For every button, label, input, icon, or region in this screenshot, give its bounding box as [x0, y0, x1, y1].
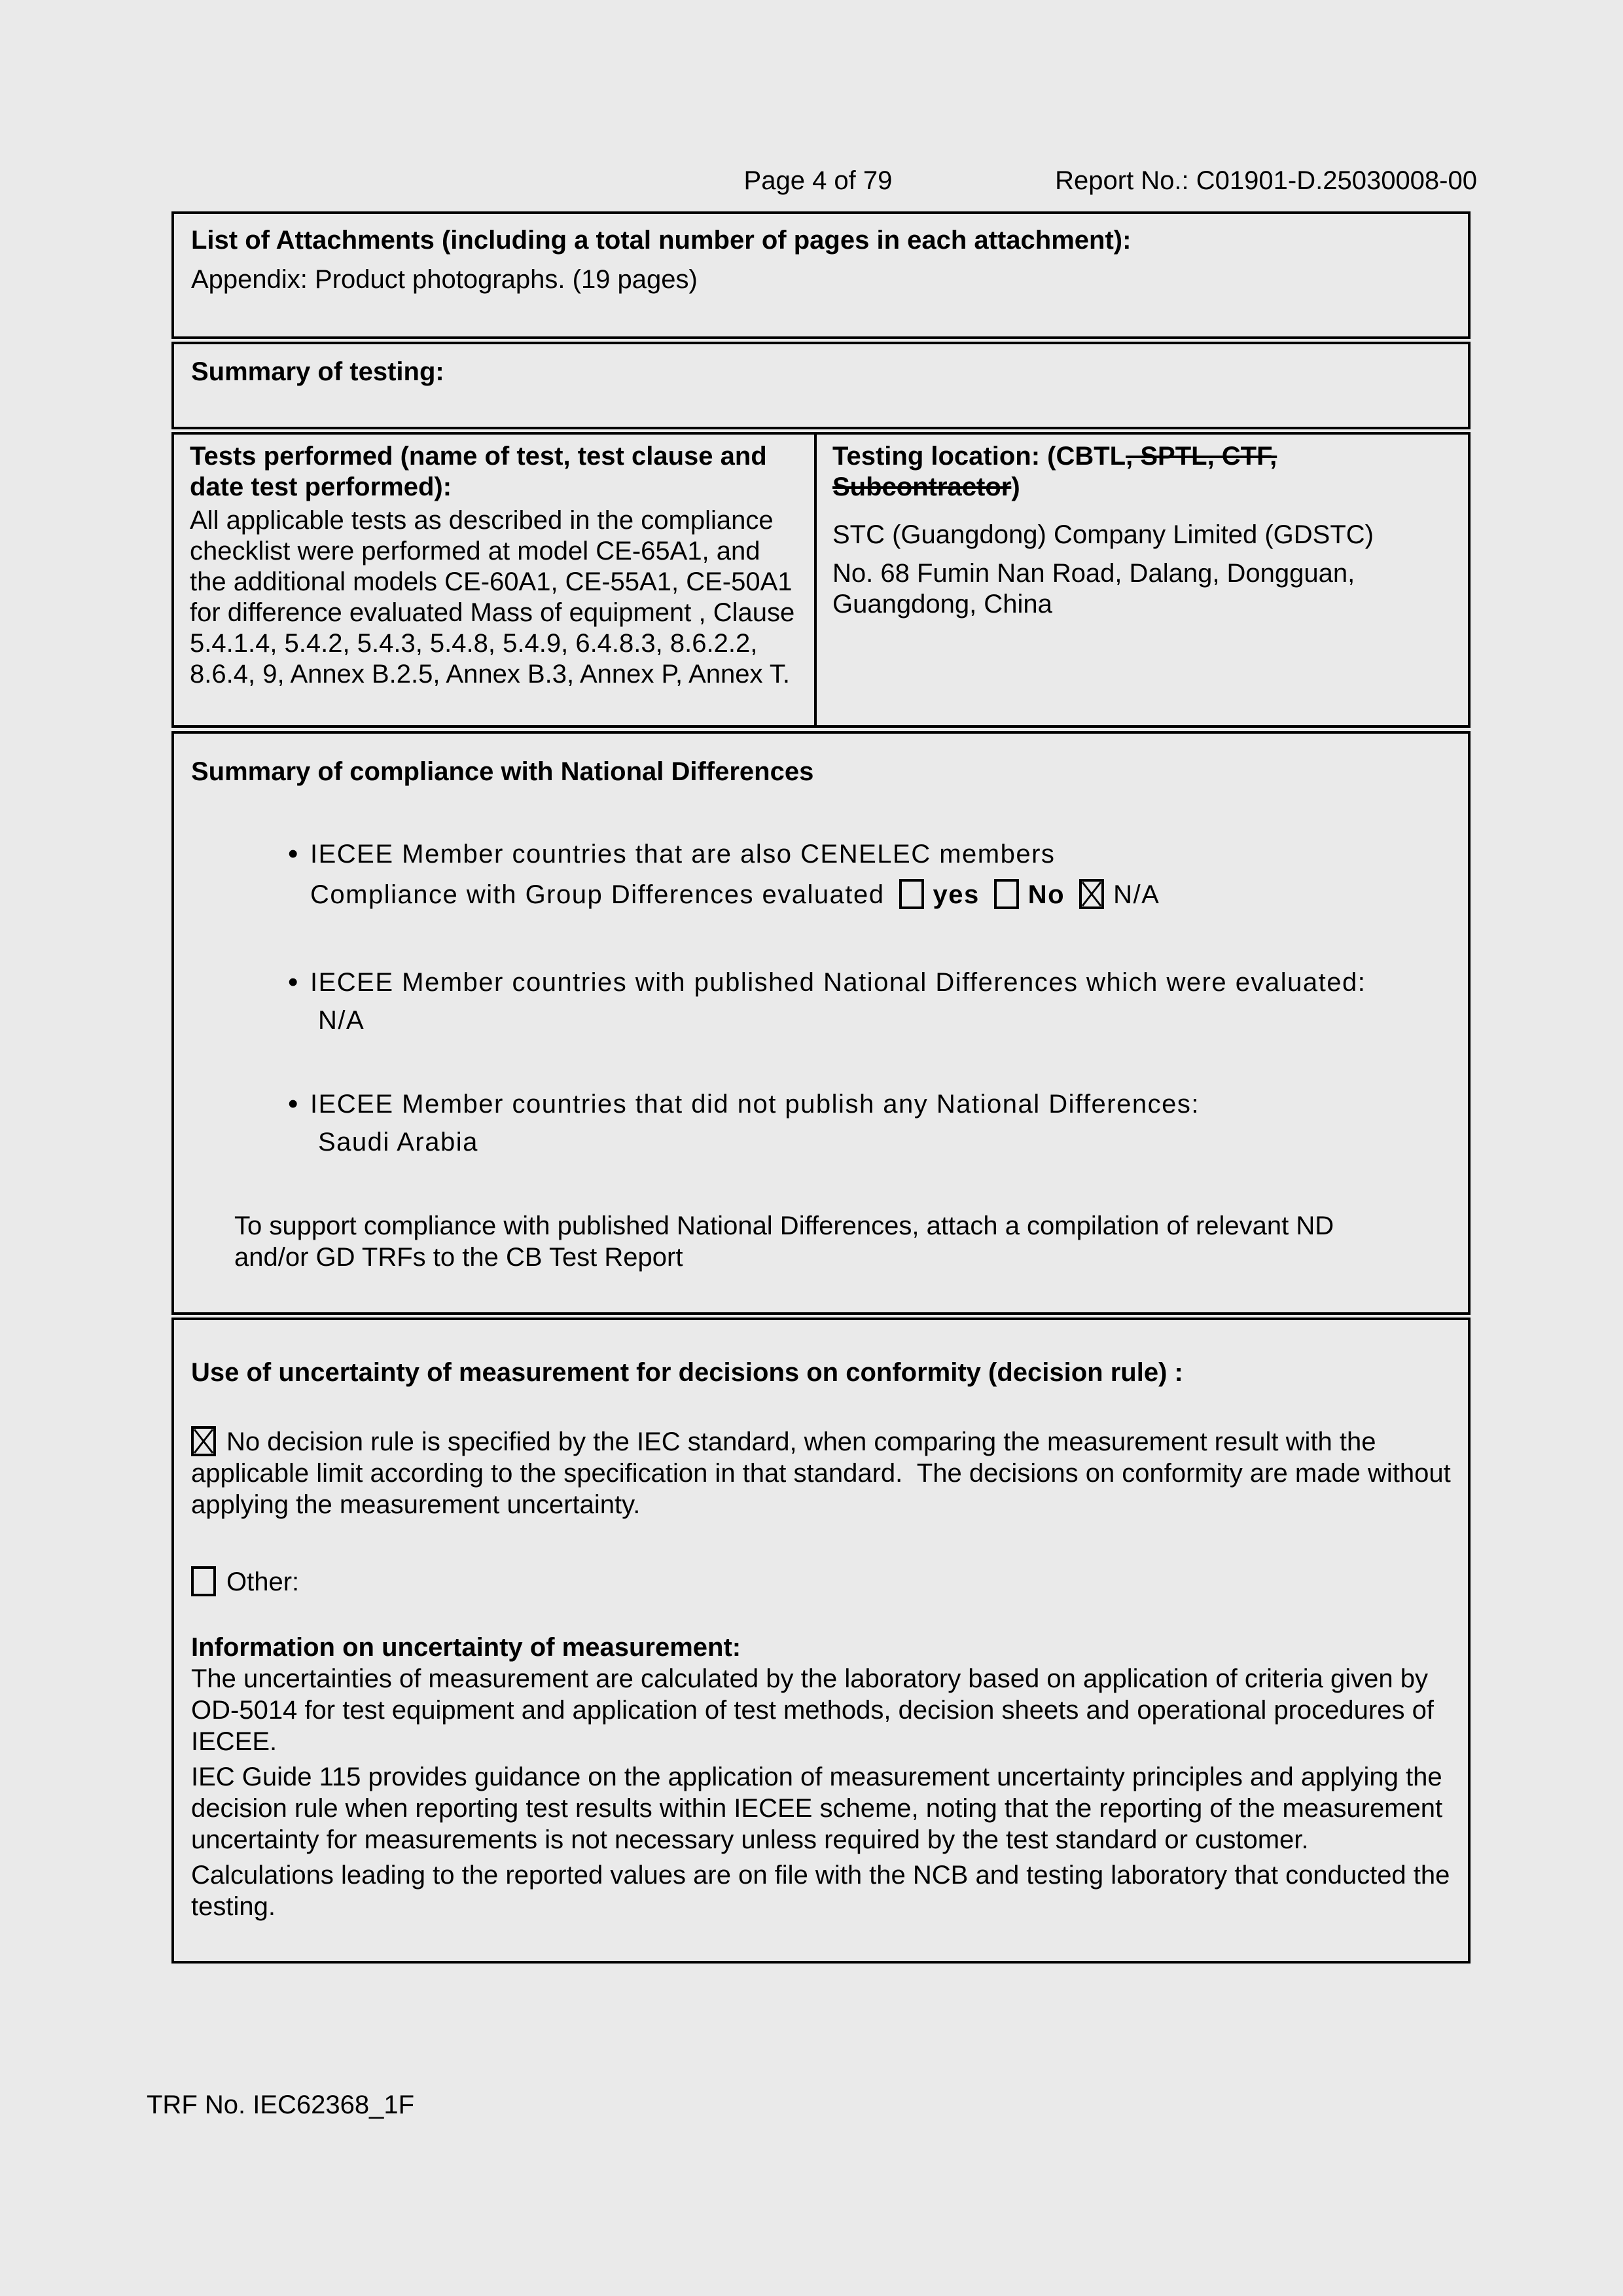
- uncertainty-para-iec-guide-115: IEC Guide 115 provides guidance on the application of measurement uncertainty principles and applying the decision rule when reporting test results within IECEE scheme, noting that the reporting of the measurement uncertainty for measurements is not necessary unless required by the test standard or customer.: [191, 1763, 1443, 1854]
- tests-performed-cell: [174, 435, 817, 725]
- uncertainty-box: [171, 1318, 1471, 1964]
- uncertainty-option-other: [191, 1566, 1451, 1598]
- testing-location-address: No. 68 Fumin Nan Road, Dalang, Dongguan, Guangdong, China: [832, 559, 1355, 619]
- tests-performed-heading: Tests performed (name of test, test clause and date test performed):: [190, 442, 767, 501]
- nd-bullet-not-published: [191, 1088, 1451, 1158]
- checkbox-group-differences-no[interactable]: [994, 879, 1019, 909]
- checkbox-group-differences-yes[interactable]: [899, 879, 924, 909]
- nd-option-no-label: No: [1027, 880, 1065, 909]
- testing-location-suffix: ): [1011, 473, 1020, 501]
- nd-bullet-cenelec-text: • IECEE Member countries that are also CENELEC members: [310, 838, 1451, 870]
- attachments-heading: List of Attachments (including a total number of pages in each attachment):: [191, 226, 1132, 255]
- page-header: [171, 165, 1477, 199]
- testing-location-prefix: Testing location: (CBTL: [832, 442, 1126, 471]
- summary-of-testing-heading: Summary of testing:: [191, 357, 444, 386]
- nd-group-differences-line: [310, 879, 1451, 910]
- checkbox-x-mark-icon: [194, 1429, 213, 1454]
- testing-location-struck-subcontractor: Subcontractor: [832, 473, 1012, 501]
- report-table: [171, 211, 1471, 1964]
- testing-location-heading: [832, 441, 1452, 503]
- checkbox-group-differences-na-checked[interactable]: [1079, 879, 1104, 909]
- checkbox-other[interactable]: [191, 1566, 216, 1596]
- uncertainty-para-od5014: The uncertainties of measurement are calculated by the laboratory based on application of criteria given by OD-5014 for test equipment and application of test methods, decision sheets and operational procedures of IECEE.: [191, 1664, 1434, 1756]
- tests-performed-body: All applicable tests as described in the compliance checklist were performed at model CE-65A1, and the additional models CE-60A1, CE-55A1, CE-50A1 for difference evaluated Mass of equipment , Clause 5.4.1.4, 5.4.2, 5.4.3, 5.4.8, 5.4.9, 6.4.8.3, 8.6.2.2, 8.6.4, 9, Annex B.2.5, Annex B.3, Annex P, Annex T.: [190, 506, 795, 689]
- testing-location-cell: [817, 435, 1468, 725]
- testing-location-struck-sptl-ctf: , SPTL, CTF,: [1126, 442, 1277, 471]
- nd-bullet-published: [191, 967, 1451, 1036]
- nd-option-na-label: N/A: [1113, 880, 1160, 909]
- uncertainty-option2-text: Other:: [226, 1568, 300, 1596]
- summary-of-testing-box: [171, 342, 1471, 429]
- nd-support-note: To support compliance with published National Differences, attach a compilation of relevant ND and/or GD TRFs to the CB Test Report: [234, 1211, 1334, 1272]
- uncertainty-option-no-decision-rule: [191, 1426, 1451, 1520]
- uncertainty-heading: Use of uncertainty of measurement for decisions on conformity (decision rule) :: [191, 1358, 1183, 1387]
- uncertainty-para-calculations: Calculations leading to the reported values are on file with the NCB and testing laboratory that conducted the testing.: [191, 1861, 1450, 1921]
- uncertainty-option1-text: No decision rule is specified by the IEC standard, when comparing the measurement result with the applicable limit according to the specification in that standard. The decisions on conformity are made without applying the measurement uncertainty.: [191, 1427, 1451, 1519]
- nd-bullet-published-value: N/A: [318, 1006, 365, 1035]
- nd-bullet-published-text: • IECEE Member countries with published National Differences which were evaluated:: [310, 967, 1451, 998]
- nd-option-yes-label: yes: [933, 880, 980, 909]
- testing-location-company: STC (Guangdong) Company Limited (GDSTC): [832, 520, 1374, 549]
- nd-bullet-not-published-value: Saudi Arabia: [318, 1128, 478, 1157]
- tests-location-row: [171, 432, 1471, 728]
- national-differences-box: [171, 731, 1471, 1315]
- page-number-label: Page 4 of 79: [743, 166, 893, 195]
- checkbox-no-decision-rule-checked[interactable]: [191, 1426, 216, 1456]
- nd-bullet-not-published-text: • IECEE Member countries that did not publish any National Differences:: [310, 1088, 1451, 1120]
- attachments-box: [171, 211, 1471, 339]
- nd-bullet-cenelec: [191, 838, 1451, 910]
- report-number-label: Report No.: C01901-D.25030008-00: [1055, 166, 1477, 195]
- checkbox-x-mark-icon: [1082, 882, 1101, 906]
- national-differences-heading: Summary of compliance with National Differences: [191, 757, 814, 786]
- trf-number-label: TRF No. IEC62368_1F: [147, 2090, 415, 2119]
- nd-group-differences-label: Compliance with Group Differences evaluated: [310, 880, 885, 909]
- uncertainty-info-heading: Information on uncertainty of measurement:: [191, 1633, 741, 1662]
- attachments-content: Appendix: Product photographs. (19 pages): [191, 265, 698, 294]
